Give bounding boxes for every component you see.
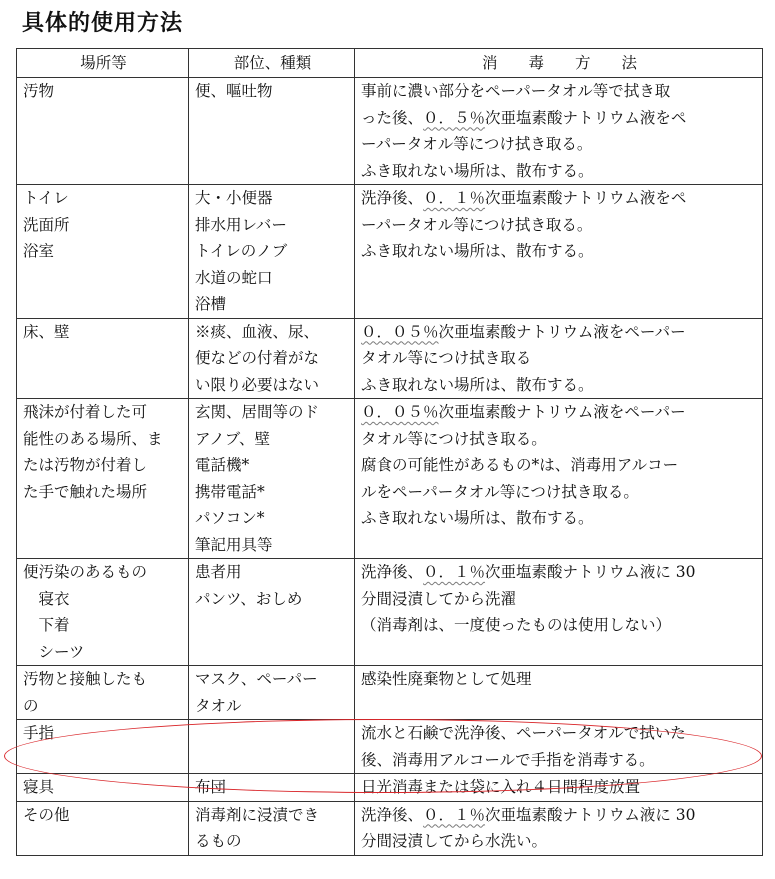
place-line: 汚物 [23, 82, 55, 100]
cell-place [17, 559, 189, 666]
method-line [361, 399, 758, 426]
part-line: パソコン* [195, 509, 265, 527]
cell-part [189, 78, 355, 185]
place-line: の [23, 696, 39, 715]
method-text: 日光消毒または袋に入れ４日間程度放置 [361, 778, 641, 796]
cell-part [189, 801, 355, 855]
method-text: ふき取れない場所は、散布する。 [361, 509, 594, 527]
part-line: 便などの付着がな [195, 349, 320, 367]
cell-method [355, 774, 763, 802]
header-place: 場所等 [17, 49, 189, 78]
concentration-text: ０．０５％ [361, 403, 439, 421]
method-line [361, 774, 758, 801]
cell-place [17, 774, 189, 802]
method-line [361, 78, 758, 105]
method-line [361, 319, 758, 346]
table-row [17, 185, 763, 319]
method-text: 事前に濃い部分をペーパータオル等で拭き取 [361, 82, 671, 100]
place-line: 手指 [23, 724, 55, 742]
method-text: ルをペーパータオル等につけ拭き取る。 [361, 482, 639, 501]
part-line: 筆記用具等 [195, 535, 273, 554]
cell-method [355, 801, 763, 855]
part-line: 排水用レバー [195, 215, 287, 234]
part-line: タオル [195, 696, 242, 715]
place-line: 洗面所 [23, 215, 70, 234]
part-line: い限り必要はない [195, 375, 320, 394]
concentration-text: ０．５％ [423, 108, 486, 127]
method-line [361, 158, 758, 185]
method-text: 洗浄後、 [361, 563, 424, 581]
cell-place [17, 720, 189, 774]
method-text: 次亜塩素酸ナトリウム液に 30 [485, 805, 696, 824]
part-line: 玄関、居間等のド [195, 403, 320, 421]
place-line: 浴室 [23, 242, 55, 260]
method-line [361, 666, 758, 693]
cell-method [355, 720, 763, 774]
table-row [17, 559, 763, 666]
method-text: 分間浸漬してから水洗い。 [361, 832, 548, 850]
method-text: 感染性廃棄物として処理 [361, 670, 532, 688]
table-header-row [17, 49, 763, 78]
table-row [17, 78, 763, 185]
place-line: 汚物と接触したも [23, 670, 148, 688]
cell-part [189, 185, 355, 319]
part-line: 大・小便器 [195, 189, 273, 207]
place-line: トイレ [23, 189, 69, 207]
part-line: 布団 [195, 778, 227, 796]
cell-part [189, 399, 355, 559]
method-text: ふき取れない場所は、散布する。 [361, 242, 594, 260]
method-text: （消毒剤は、一度使ったものは使用しない） [361, 616, 672, 634]
method-line [361, 426, 758, 453]
part-line: トイレのノブ [195, 242, 288, 260]
cell-place [17, 318, 189, 399]
method-line [361, 828, 758, 855]
disinfection-method-table [16, 48, 763, 856]
method-line [361, 747, 758, 774]
table-row [17, 399, 763, 559]
cell-part [189, 559, 355, 666]
place-line: 床、壁 [23, 322, 70, 341]
method-line [361, 185, 758, 212]
method-line [361, 802, 758, 829]
concentration-text: ０．１％ [423, 805, 486, 824]
place-line: 便汚染のあるもの [23, 563, 148, 581]
place-line: 能性のある場所、ま [23, 429, 163, 448]
concentration-text: ０．１％ [423, 563, 486, 581]
place-line: その他 [23, 805, 70, 824]
method-text: 次亜塩素酸ナトリウム液に 30 [485, 563, 696, 581]
part-line: アノブ、壁 [195, 429, 271, 448]
cell-place [17, 399, 189, 559]
concentration-text: ０．０５％ [361, 322, 439, 341]
method-text: 腐食の可能性があるもの*は、消毒用アルコー [361, 456, 679, 474]
method-text: った後、 [361, 108, 424, 127]
part-line: ※痰、血液、尿、 [195, 322, 320, 341]
place-line: シーツ [23, 642, 85, 661]
page-title: 具体的使用方法 [22, 11, 184, 36]
cell-method [355, 559, 763, 666]
method-text: 次亜塩素酸ナトリウム液をペ [485, 108, 687, 127]
part-line: パンツ、おしめ [195, 589, 303, 608]
cell-method [355, 399, 763, 559]
cell-method [355, 318, 763, 399]
cell-part [189, 774, 355, 802]
place-line: 飛沫が付着した可 [23, 403, 148, 421]
table-row [17, 318, 763, 399]
method-line [361, 720, 758, 747]
method-text: 次亜塩素酸ナトリウム液をペーパー [438, 322, 686, 341]
method-line [361, 505, 758, 532]
part-line: 便、嘔吐物 [195, 82, 273, 100]
cell-place [17, 801, 189, 855]
method-line [361, 612, 758, 639]
place-line: 下着 [23, 616, 70, 634]
cell-part [189, 318, 355, 399]
method-text: 次亜塩素酸ナトリウム液をペ [485, 189, 687, 207]
cell-method [355, 185, 763, 319]
table-row [17, 774, 763, 802]
method-line [361, 452, 758, 479]
part-line: 消毒剤に浸漬でき [195, 805, 320, 824]
method-line [361, 105, 758, 132]
method-line [361, 559, 758, 586]
cell-place [17, 666, 189, 720]
method-line [361, 479, 758, 506]
part-line: 水道の蛇口 [195, 268, 273, 287]
part-line: マスク、ペーパー [195, 670, 318, 688]
table-row-highlighted [17, 720, 763, 774]
cell-place [17, 185, 189, 319]
method-line [361, 372, 758, 399]
method-text: ーパータオル等につけ拭き取る。 [361, 135, 593, 153]
method-text: 流水と石鹸で洗浄後、ペーパータオルで拭いた [361, 724, 686, 742]
method-text: ふき取れない場所は、散布する。 [361, 375, 594, 394]
method-line [361, 586, 758, 613]
method-line [361, 345, 758, 372]
table-row [17, 801, 763, 855]
method-text: 後、消毒用アルコールで手指を消毒する。 [361, 750, 655, 769]
part-line: 携帯電話* [195, 482, 265, 501]
method-text: 洗浄後、 [361, 805, 424, 824]
method-text: タオル等につけ拭き取る [361, 349, 532, 367]
method-text: 次亜塩素酸ナトリウム液をペーパー [438, 403, 686, 421]
place-line: 寝具 [23, 778, 55, 796]
cell-method [355, 78, 763, 185]
header-part: 部位、種類 [189, 49, 355, 78]
place-line: たは汚物が付着し [23, 456, 148, 474]
method-text: ーパータオル等につけ拭き取る。 [361, 215, 593, 234]
header-method: 消 毒 方 法 [355, 49, 763, 78]
part-line: 浴槽 [195, 295, 227, 313]
method-text: 洗浄後、 [361, 189, 424, 207]
table-row [17, 666, 763, 720]
method-line [361, 212, 758, 239]
method-text: ふき取れない場所は、散布する。 [361, 161, 594, 180]
cell-place [17, 78, 189, 185]
cell-method [355, 666, 763, 720]
method-line [361, 131, 758, 158]
part-line: 患者用 [195, 563, 242, 581]
part-line: るもの [195, 832, 242, 850]
method-text: 分間浸漬してから洗濯 [361, 589, 517, 608]
cell-part [189, 666, 355, 720]
cell-part [189, 720, 355, 774]
place-line: 寝衣 [23, 589, 70, 608]
concentration-text: ０．１％ [423, 189, 486, 207]
method-text: タオル等につけ拭き取る。 [361, 429, 547, 448]
method-line [361, 238, 758, 265]
part-line: 電話機* [195, 456, 250, 474]
place-line: た手で触れた場所 [23, 482, 148, 501]
